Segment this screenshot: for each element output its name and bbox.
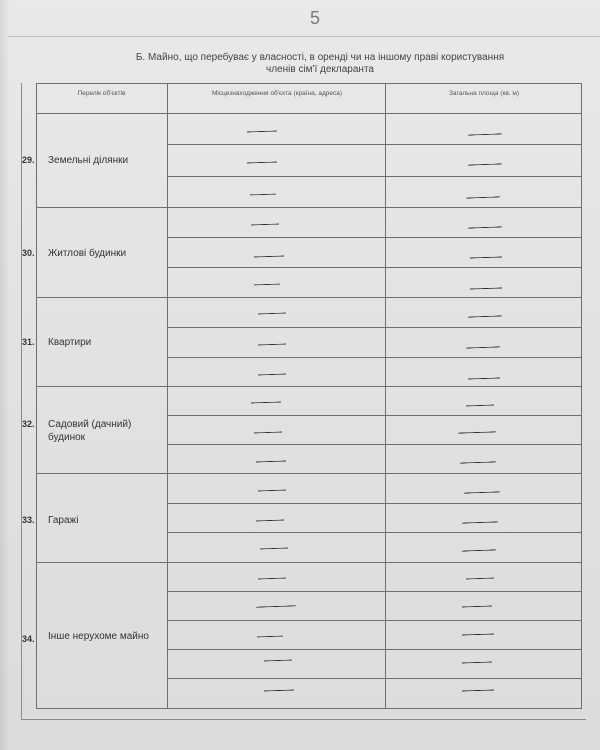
- row-number-31: 31.: [22, 337, 35, 347]
- row-divider: [167, 176, 582, 177]
- property-table: [36, 83, 582, 709]
- row-divider: [167, 237, 582, 238]
- header-area: Загальна площа (кв. м): [448, 90, 520, 97]
- row-label-houses: Житлові будинки: [48, 248, 127, 259]
- header-divider: [36, 113, 582, 114]
- table-border-bottom: [36, 708, 582, 709]
- section-title-line1: Б. Майно, що перебуває у власності, в оренді чи на іншому праві користування: [135, 52, 505, 63]
- row-number-34: 34.: [22, 634, 35, 644]
- row-divider: [167, 357, 582, 358]
- row-divider: [167, 327, 582, 328]
- row-label-garages: Гаражі: [48, 515, 79, 526]
- row-divider: [167, 591, 582, 592]
- row-label-other-real-estate: Інше нерухоме майно: [48, 631, 149, 642]
- row-number-33: 33.: [22, 515, 35, 525]
- row-number-29: 29.: [22, 155, 35, 165]
- page-number: 5: [309, 8, 320, 28]
- row-divider: [167, 444, 582, 445]
- row-number-32: 32.: [22, 419, 35, 429]
- row-divider: [167, 144, 582, 145]
- table-border-top: [36, 83, 582, 84]
- row-divider: [167, 415, 582, 416]
- section-title-line2: членів сім'ї декларанта: [266, 64, 374, 75]
- row-label-country-house: Садовий (дачний) будинок: [48, 419, 132, 443]
- group-divider: [36, 562, 582, 563]
- row-divider: [167, 620, 582, 621]
- top-divider: [8, 36, 600, 37]
- row-divider: [167, 503, 582, 504]
- row-number-30: 30.: [22, 248, 35, 258]
- row-divider: [167, 532, 582, 533]
- row-label-apartments: Квартири: [48, 337, 92, 348]
- header-objects: Перелік об'єктів: [77, 90, 126, 97]
- group-divider: [36, 386, 582, 387]
- row-label-land-plots: Земельні ділянки: [48, 155, 129, 166]
- row-divider: [167, 678, 582, 679]
- section-title: [60, 52, 580, 76]
- table-border-left: [36, 83, 37, 709]
- header-location: Місцезнаходження об'єкта (країна, адреса): [212, 90, 342, 97]
- row-divider: [167, 649, 582, 650]
- page-edge-shadow: [0, 0, 10, 750]
- group-divider: [36, 473, 582, 474]
- group-divider: [36, 297, 582, 298]
- row-divider: [167, 267, 582, 268]
- group-divider: [36, 207, 582, 208]
